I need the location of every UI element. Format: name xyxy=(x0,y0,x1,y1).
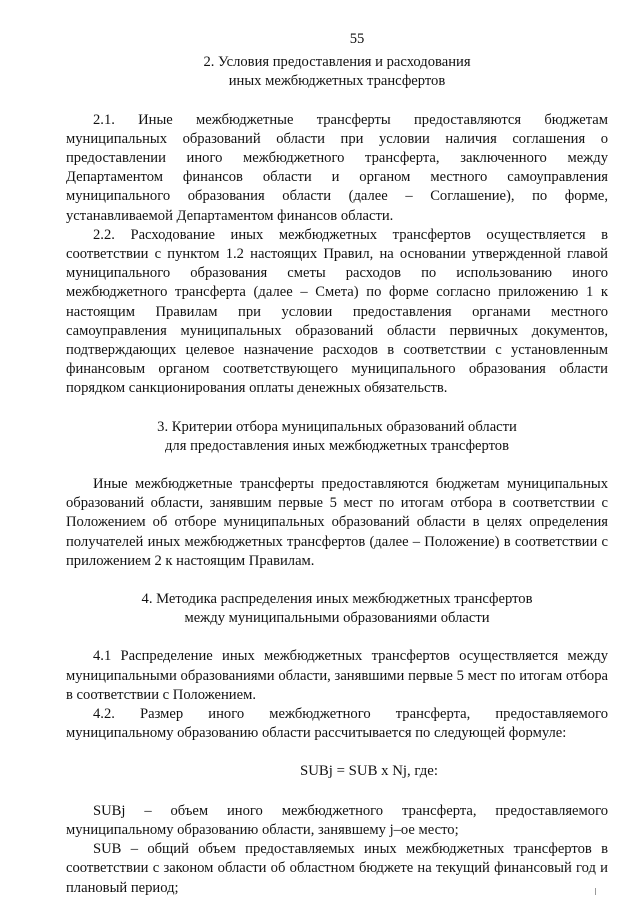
section-3-heading-line-2: для предоставления иных межбюджетных трансфертов xyxy=(165,437,509,454)
section-3-heading-line-1: 3. Критерии отбора муниципальных образований области xyxy=(157,418,517,435)
paragraph-2-1: 2.1. Иные межбюджетные трансферты предоставляются бюджетам муниципальных образований области при условии наличия соглашения о предоставлении иного межбюджетного трансферта, заключенного между Департаментом финансов области и органом местного самоуправления муниципального образования области (далее – Соглашение), по форме, устанавливаемой Департаментом финансов области. xyxy=(66,111,608,224)
section-2-heading xyxy=(66,53,608,91)
section-4-heading-line-1: 4. Методика распределения иных межбюджетных трансфертов xyxy=(141,591,533,608)
formula: SUBj = SUB x Nj, где: xyxy=(300,762,438,779)
definition-sub: SUB – общий объем предоставляемых иных межбюджетных трансфертов в соответствии с законом области об областном бюджете на текущий финансовый год и плановый период; xyxy=(66,841,608,896)
paragraph-2-2: 2.2. Расходование иных межбюджетных трансфертов осуществляется в соответствии с пунктом 1.2 настоящих Правил, на основании утвержденной главой муниципального образования сметы расходов по использованию иного межбюджетного трансферта (далее – Смета) по форме согласно приложению 1 к настоящим Правилам при условии предоставления органами местного самоуправления муниципальных образований области первичных документов, подтверждающих целевое назначение расходов в соответствии с установленным финансовым органом соответствующего муниципального образования области порядком санкционирования оплаты денежных обязательств. xyxy=(66,226,608,397)
section-4-heading-line-2: между муниципальными образованиями области xyxy=(184,610,490,627)
section-3-heading xyxy=(66,418,608,456)
section-2-heading-line-1: 2. Условия предоставления и расходования xyxy=(203,54,471,71)
paragraph-4-1: 4.1 Распределение иных межбюджетных трансфертов осуществляется между муниципальными образованиями области, занявшими первые 5 мест по итогам отбора в соответствии с Положением. xyxy=(66,648,608,703)
page-number: 55 xyxy=(349,31,365,47)
document-page xyxy=(66,30,608,898)
paragraph-4-2: 4.2. Размер иного межбюджетного трансферта, предоставляемого муниципальному образованию области рассчитывается по следующей формуле: xyxy=(66,706,608,742)
section-2-heading-line-2: иных межбюджетных трансфертов xyxy=(228,73,446,90)
scan-edge-mark xyxy=(595,888,596,895)
definition-subj: SUBj – объем иного межбюджетного трансферта, предоставляемого муниципальному образованию области, занявшему j–ое место; xyxy=(66,802,608,838)
section-4-heading xyxy=(66,590,608,628)
paragraph-3: Иные межбюджетные трансферты предоставляются бюджетам муниципальных образований области, занявшим первые 5 мест по итогам отбора в соответствии с Положением об отборе муниципальных образований области в целях определения получателей иных межбюджетных трансфертов (далее – Положение) в соответствии с приложением 2 к настоящим Правилам. xyxy=(66,476,608,569)
